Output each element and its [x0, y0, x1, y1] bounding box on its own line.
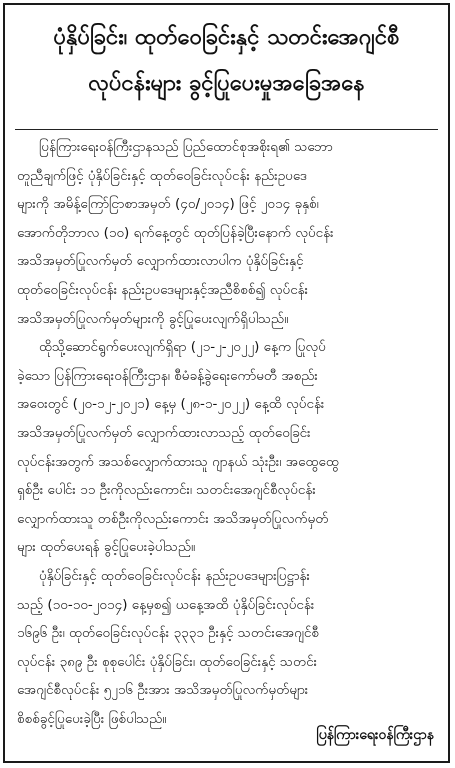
paragraph-line: ခဲ့သော ပြန်ကြားရေးဝန်ကြီးဌာန၊ စီမံခန့်ခွဲရေးကော်မတီ အစည်း [17, 367, 318, 384]
paragraph-line: ပြန်ကြားရေးဝန်ကြီးဌာနသည် ပြည်ထောင်စုအစိုးရ၏ သဘော [39, 139, 333, 155]
paragraph-line: ထိုသို့ဆောင်ရွက်ပေးလျက်ရှိရာ (၂၁-၂-၂၀၂၂) နေ့က ပြုလုပ် [39, 339, 326, 356]
paragraph-1 [17, 133, 436, 333]
signature-ministry: ပြန်ကြားရေးဝန်ကြီးဌာန [316, 727, 434, 743]
notice-frame [3, 3, 450, 763]
paragraph-line: သည့် (၁၀-၁၀-၂၀၁၄) နေ့မှစ၍ ယနေ့အထိ ပုံနှိပ်ခြင်းလုပ်ငန်း [17, 596, 315, 613]
paragraph-2 [17, 333, 436, 562]
paragraph-line: အသိအမှတ်ပြုလက်မှတ် လျှောက်ထားလာသည့် ထုတ်ဝေခြင်း [17, 424, 311, 441]
paragraph-line: အဝေးတွင် (၂၀-၁၂-၂၀၂၁) နေ့မှ (၂၈-၁-၂၀၂၂) နေ့ထိ လုပ်ငန်း [17, 396, 325, 413]
paragraph-line: အသိအမှတ်ပြုလက်မှတ်များကို ခွင့်ပြုပေးလျက်ရှိပါသည်။ [17, 310, 289, 327]
paragraph-line: များကို အမိန့်ကြော်ငြာစာအမှတ် (၄၀/၂၀၁၄) ဖြင့် ၂၀၁၄ ခုနှစ်၊ [17, 196, 319, 213]
paragraph-line: ထုတ်ဝေခြင်းလုပ်ငန်း နည်းဥပဒေများနှင့်အညီစိစစ်၍ လုပ်ငန်း [17, 281, 309, 298]
paragraph-line: အောက်တိုဘာလ (၁၀) ရက်နေ့တွင် ထုတ်ပြန်ခဲ့ပြီးနောက် လုပ်ငန်း [17, 224, 334, 241]
paragraph-line: တူညီချက်ဖြင့် ပုံနှိပ်ခြင်းနှင့် ထုတ်ဝေခြင်းလုပ်ငန်း နည်းဥပဒေ [17, 167, 307, 184]
notice-title-line-1: ပုံနှိပ်ခြင်း၊ ထုတ်ဝေခြင်းနှင့် သတင်းအေဂျင်စီ [53, 25, 400, 50]
paragraph-line: များ ထုတ်ပေးရန် ခွင့်ပြုပေးခဲ့ပါသည်။ [17, 539, 196, 556]
notice-title-line-2: လုပ်ငန်းများ ခွင့်ပြုပေးမှုအခြေအနေ [88, 71, 365, 96]
notice-body [17, 133, 436, 733]
paragraph-line: လုပ်ငန်း ၃၈၉ ဦး စုစုပေါင်း ပုံနှိပ်ခြင်း၊ ထုတ်ဝေခြင်းနှင့် သတင်း [17, 653, 318, 670]
paragraph-line: ပုံနှိပ်ခြင်းနှင့် ထုတ်ဝေခြင်းလုပ်ငန်း နည်းဥပဒေများပြဋ္ဌာန်း [39, 567, 310, 584]
paragraph-line: လျှောက်ထားသူ တစ်ဦးကိုလည်းကောင်း အသိအမှတ်ပြုလက်မှတ် [17, 510, 329, 527]
paragraph-line: စိစစ်ခွင့်ပြုပေးခဲ့ပြီး ဖြစ်ပါသည်။ [17, 710, 167, 727]
paragraph-line: ၁၆၉၆ ဦး၊ ထုတ်ဝေခြင်းလုပ်ငန်း ၃၃၃၁ ဦးနှင့် သတင်းအေဂျင်စီ [17, 625, 320, 642]
paragraph-3 [17, 562, 436, 734]
paragraph-line: လုပ်ငန်းအတွက် အသစ်လျှောက်ထားသူ ဂျာနယ် သုံးဦး၊ အထွေထွေ [17, 453, 339, 470]
paragraph-line: အေဂျင်စီလုပ်ငန်း ၅၂၁၆ ဦးအား အသိအမှတ်ပြုလက်မှတ်များ [17, 682, 309, 699]
paragraph-line: ရှစ်ဦး ပေါင်း ၁၁ ဦးကိုလည်းကောင်း၊ သတင်းအေဂျင်စီလုပ်ငန်း [17, 482, 316, 499]
title-divider [15, 129, 438, 130]
paragraph-line: အသိအမှတ်ပြုလက်မှတ် လျှောက်ထားလာပါက ပုံနှိပ်ခြင်းနှင့် [17, 253, 304, 270]
